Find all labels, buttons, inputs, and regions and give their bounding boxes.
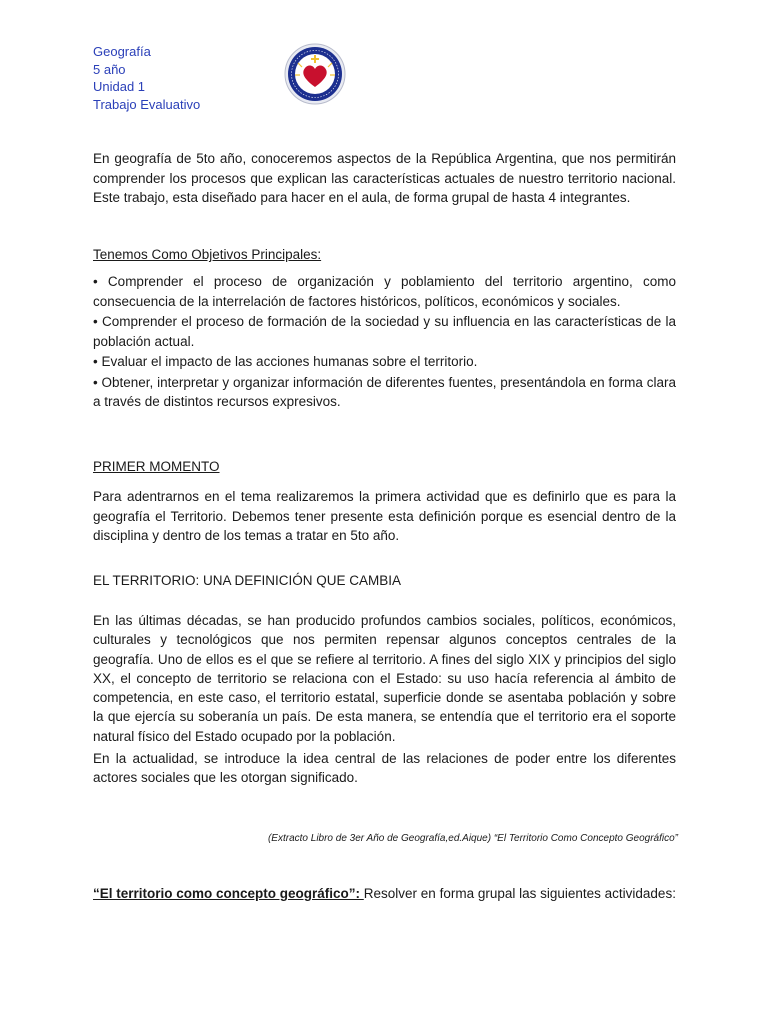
header-unit: Unidad 1 [93, 79, 146, 94]
territory-paragraph-2: En la actualidad, se introduce la idea central de las relaciones de poder entre los diferentes actores sociales que les otorgan significado. [93, 751, 676, 786]
objectives-list [93, 272, 676, 413]
source-citation: (Extracto Libro de 3er Año de Geografía,ed.Aique) “El Territorio Como Concepto Geográfico” [267, 833, 678, 844]
document-header [93, 43, 200, 113]
objective-item: • Comprender el proceso de formación de la sociedad y su influencia en las características de la población actual. [93, 314, 676, 349]
activity-instruction-text: Resolver en forma grupal las siguientes actividades: [363, 886, 676, 901]
first-moment-paragraph [93, 487, 676, 546]
objective-item: • Obtener, interpretar y organizar información de diferentes fuentes, presentándola en forma clara a través de distintos recursos expresivos. [93, 374, 676, 409]
activity-text [93, 884, 676, 904]
header-subject: Geografía [93, 44, 151, 59]
header-assignment: Trabajo Evaluativo [93, 96, 201, 112]
school-seal-icon [284, 43, 346, 105]
activity-title: “El territorio como concepto geográfico”: [93, 886, 364, 901]
intro-text: En geografía de 5to año, conoceremos aspectos de la República Argentina, que nos permitirán comprender los procesos que explican las características actuales de nuestro territorio nacional. Este trabajo, esta diseñado para hacer en el aula, de forma grupal de hasta 4 integrantes. [93, 151, 676, 205]
objectives-heading: Tenemos Como Objetivos Principales: [93, 247, 322, 262]
header-year: 5 año [93, 61, 126, 77]
territory-paragraph-1: En las últimas décadas, se han producido profundos cambios sociales, políticos, económicos, culturales y tecnológicos que nos permiten repensar algunos conceptos centrales de la geografía. Uno de ellos es el que se refiere al territorio. A fines del siglo XIX y principios del siglo XX, el concepto de territorio se relaciona con el Estado: su uso hacía referencia al ámbito de competencia, en este caso, el territorio estatal, superficie donde se asentaba población y sobre la que ejercía su soberanía un país. De esta manera, se entendía que el territorio era el soporte natural físico del Estado ocupado por la población. [93, 613, 676, 744]
activity-instruction [93, 884, 676, 904]
territory-heading: EL TERRITORIO: UNA DEFINICIÓN QUE CAMBIA [93, 573, 402, 588]
objective-item: • Evaluar el impacto de las acciones humanas sobre el territorio. [93, 354, 478, 369]
objective-item: • Comprender el proceso de organización y poblamiento del territorio argentino, como consecuencia de la interrelación de factores históricos, políticos, económicos y sociales. [93, 274, 676, 309]
intro-paragraph [93, 149, 676, 208]
first-moment-heading: PRIMER MOMENTO [93, 459, 220, 474]
first-moment-text: Para adentrarnos en el tema realizaremos la primera actividad que es definirlo que es para la geografía el Territorio. Debemos tener presente esta definición porque es esencial dentro de la disciplina y dentro de los temas a tratar en 5to año. [93, 489, 676, 543]
territory-section [93, 611, 676, 788]
